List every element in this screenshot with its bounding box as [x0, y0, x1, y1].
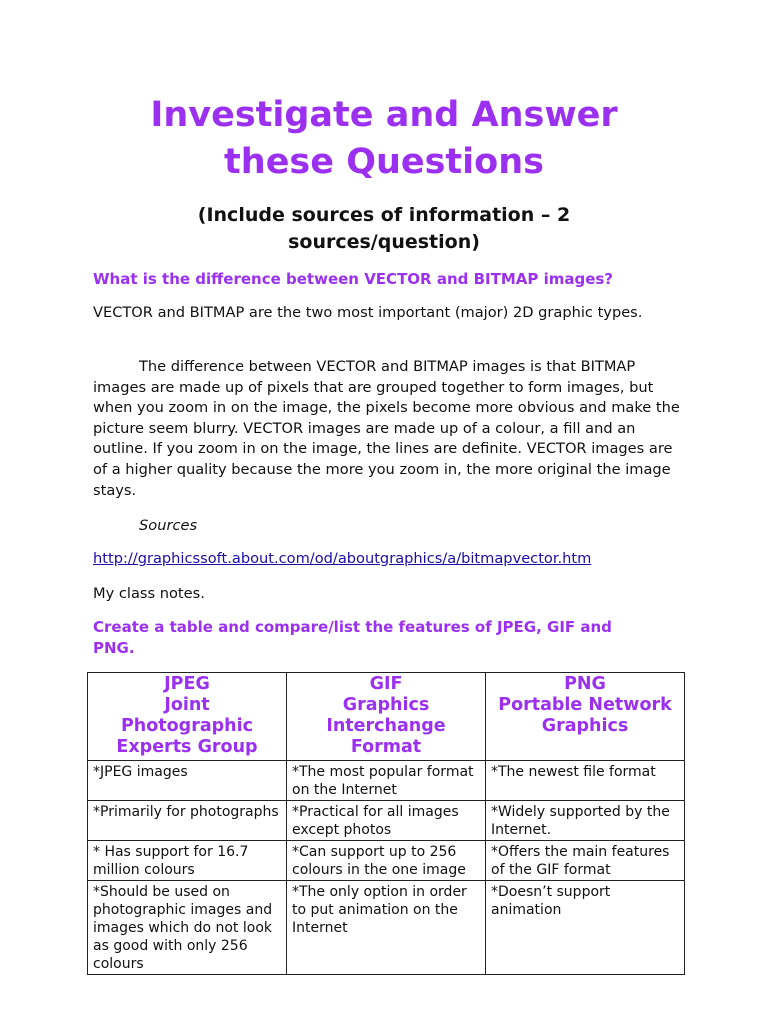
header-line: Interchange — [326, 716, 446, 736]
table-row — [88, 801, 685, 841]
sources-label: Sources — [139, 517, 198, 534]
title-line-1: Investigate and Answer — [150, 95, 618, 135]
title-line-2: these Questions — [224, 142, 544, 182]
table-cell: *Should be used on photographic images and images which do not look as good with only 256 colours — [88, 881, 287, 975]
subtitle-line-1: (Include sources of information – 2 — [197, 204, 571, 226]
header-line: JPEG — [164, 674, 210, 694]
header-line: Joint — [164, 695, 210, 715]
question-2-heading-line-1: Create a table and compare/list the features of JPEG, GIF and — [93, 618, 612, 636]
page-title — [0, 92, 768, 186]
page-subtitle — [0, 202, 768, 256]
question-2-heading-line-2: PNG. — [93, 639, 135, 657]
header-line: Graphics — [541, 716, 629, 736]
source-link[interactable]: http://graphicssoft.about.com/od/aboutgraphics/a/bitmapvector.htm — [93, 550, 592, 567]
format-comparison-table — [87, 672, 685, 975]
question-1-paragraph-2: The difference between VECTOR and BITMAP images is that BITMAP images are made up of pixels that are grouped together to form images, but when you zoom in on the image, the pixels become more obvious and make the picture seem blurry. VECTOR images are made up of a colour, a fill and an outline. If you zoom in on the image, the lines are definite. VECTOR images are of a higher quality because the more you zoom in, the more original the image stays. — [93, 358, 680, 499]
table-cell: *Practical for all images except photos — [287, 801, 486, 841]
table-cell: * Has support for 16.7 million colours — [88, 841, 287, 881]
header-jpeg — [88, 673, 287, 761]
table-cell: *Offers the main features of the GIF format — [486, 841, 685, 881]
header-line: Format — [350, 737, 422, 757]
table-cell: *Doesn’t support animation — [486, 881, 685, 975]
table-cell: *Widely supported by the Internet. — [486, 801, 685, 841]
table-row — [88, 841, 685, 881]
header-line: PNG — [564, 674, 606, 694]
header-gif — [287, 673, 486, 761]
question-1-paragraph-1: VECTOR and BITMAP are the two most important (major) 2D graphic types. — [93, 304, 643, 321]
table-row — [88, 761, 685, 801]
source-class-notes: My class notes. — [93, 585, 205, 602]
question-1-heading: What is the difference between VECTOR and BITMAP images? — [93, 270, 614, 288]
subtitle-line-2: sources/question) — [288, 231, 480, 253]
header-png — [486, 673, 685, 761]
table-cell: *The only option in order to put animation on the Internet — [287, 881, 486, 975]
table-cell: *The newest file format — [486, 761, 685, 801]
table-cell: *Can support up to 256 colours in the one image — [287, 841, 486, 881]
header-line: Portable Network — [498, 695, 672, 715]
table-cell: *Primarily for photographs — [88, 801, 287, 841]
question-2-heading — [93, 617, 612, 659]
table-row — [88, 881, 685, 975]
header-line: GIF — [369, 674, 403, 694]
table-cell: *JPEG images — [88, 761, 287, 801]
header-line: Graphics — [342, 695, 430, 715]
table-cell: *The most popular format on the Internet — [287, 761, 486, 801]
table-header-row — [88, 673, 685, 761]
header-line: Experts Group — [116, 737, 258, 757]
header-line: Photographic — [120, 716, 254, 736]
